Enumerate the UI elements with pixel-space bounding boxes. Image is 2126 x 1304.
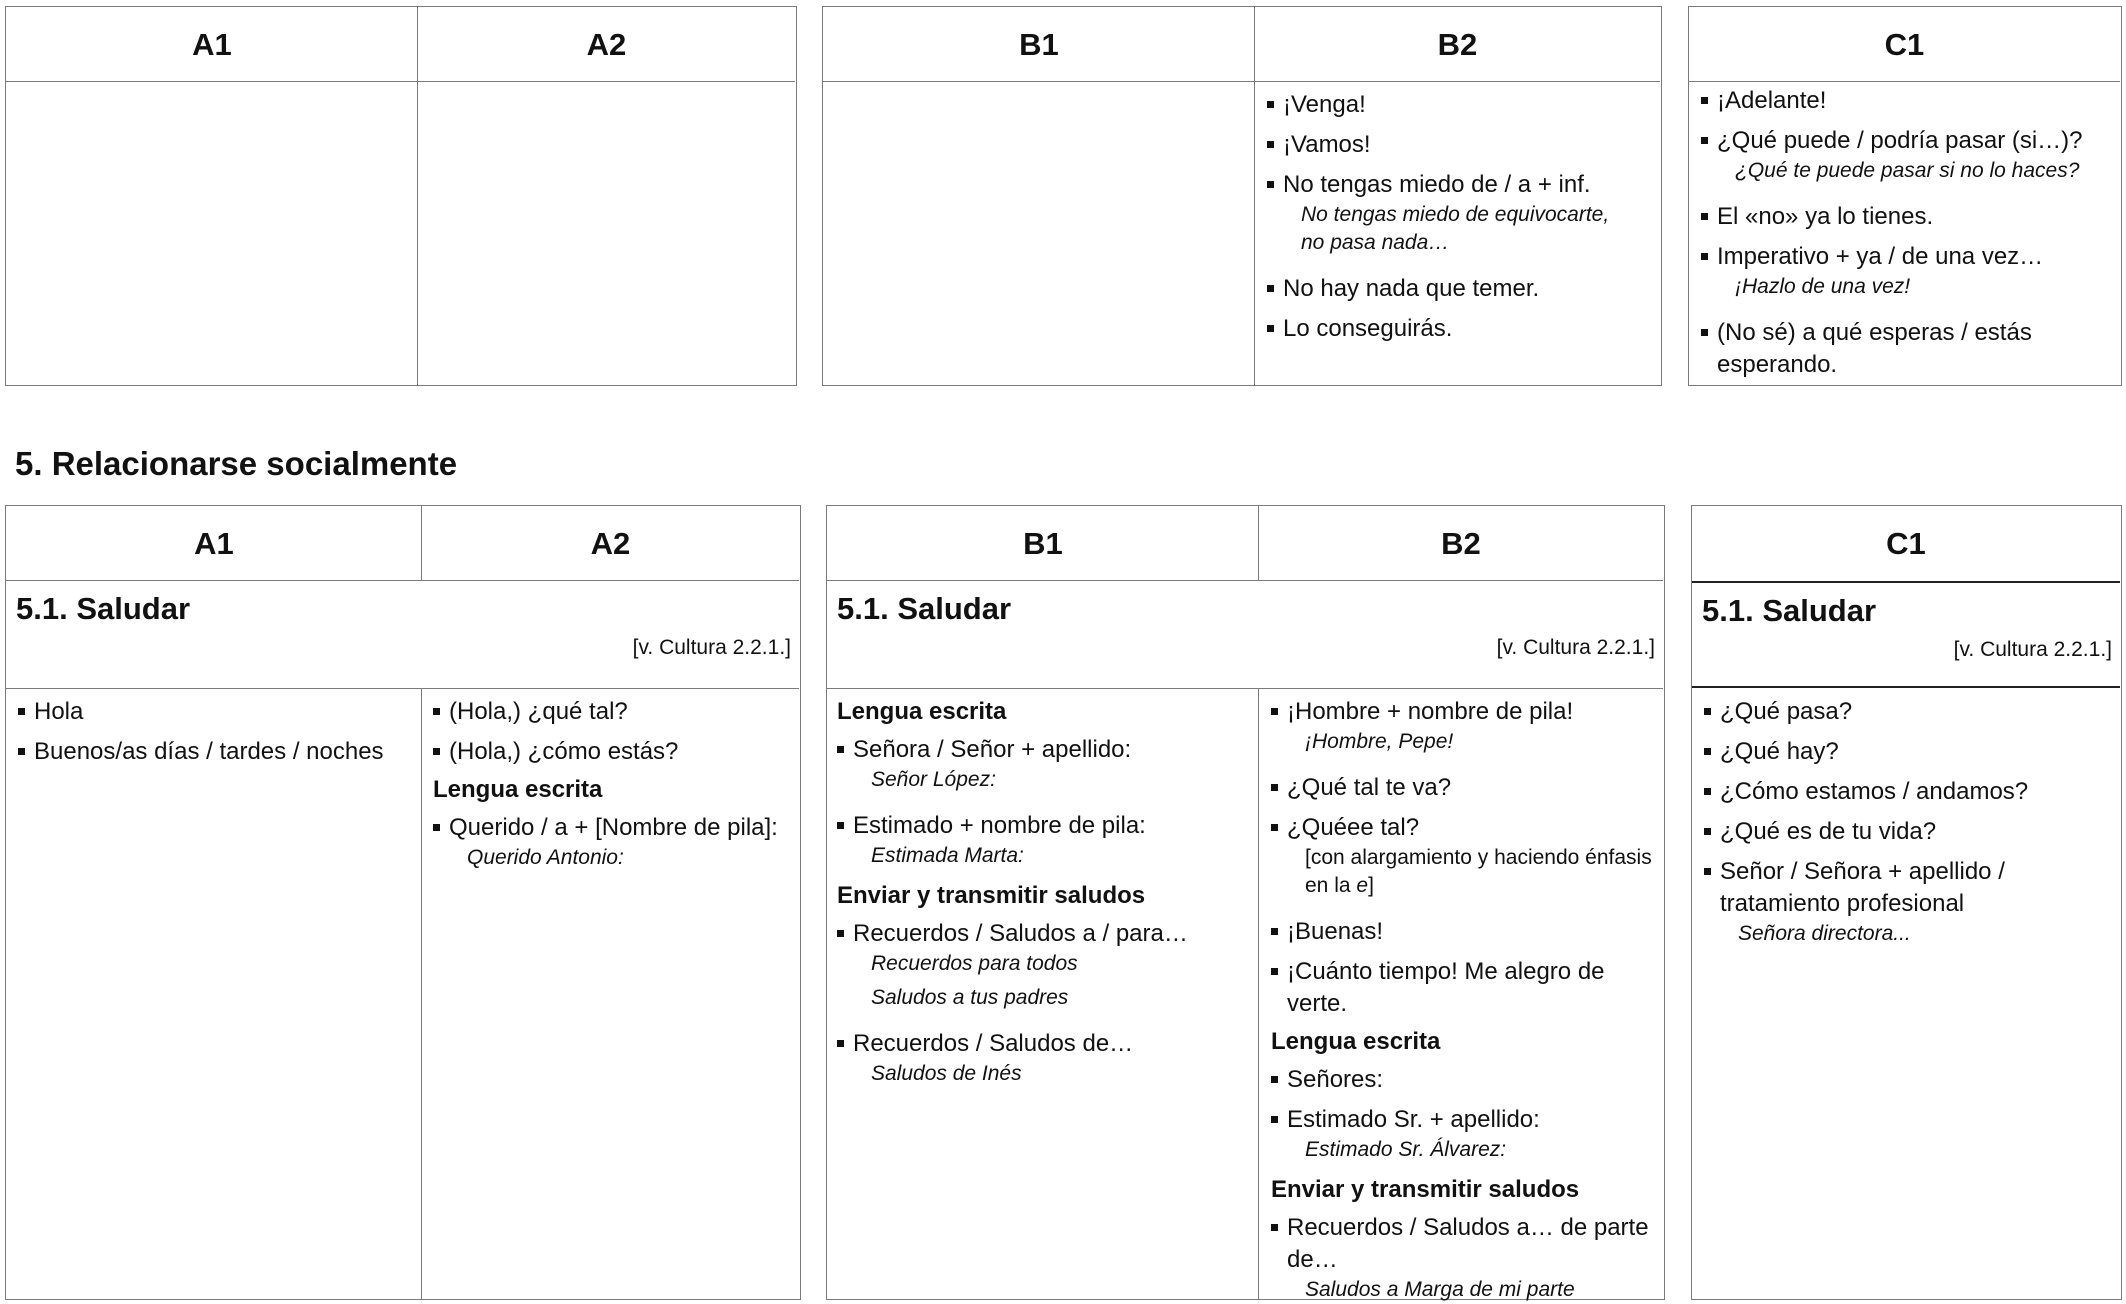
header-c1: C1 <box>1689 7 2120 82</box>
list-item: Querido / a + [Nombre de pila]: <box>433 812 793 844</box>
cross-reference: [v. Cultura 2.2.1.] <box>632 636 791 659</box>
header-b1: B1 <box>827 506 1259 581</box>
a2-content <box>433 696 793 872</box>
list-item: (Hola,) ¿cómo estás? <box>433 736 793 768</box>
list-item: ¿Qué es de tu vida? <box>1704 816 2109 848</box>
column-divider <box>1258 506 1259 581</box>
list-item: (No sé) a qué esperas / estás esperando. <box>1701 317 2111 381</box>
example-text: ¿Qué te puede pasar si no lo haces? <box>1735 159 2080 182</box>
list-item: ¿Quéee tal? <box>1271 812 1656 844</box>
list-item: El «no» ya lo tienes. <box>1701 201 2111 233</box>
example-text: No tengas miedo de equivocarte, no pasa nada… <box>1301 203 1610 254</box>
list-item: Recuerdos / Saludos de… <box>837 1028 1247 1060</box>
list-item: Hola <box>18 696 413 728</box>
example-text: ¡Hazlo de una vez! <box>1735 275 1911 298</box>
header-a1: A1 <box>6 7 418 82</box>
column-divider <box>1254 7 1255 385</box>
list-item: Recuerdos / Saludos a / para… <box>837 918 1247 950</box>
header-a2: A2 <box>422 506 799 581</box>
list-item: ¡Cuánto tiempo! Me alegro de verte. <box>1271 956 1656 1020</box>
bottom-panel-c <box>1691 505 2122 1300</box>
list-item: ¡Venga! <box>1267 89 1652 121</box>
example-text: Señor López: <box>871 768 996 791</box>
list-item: ¡Adelante! <box>1701 85 2111 117</box>
list-item: Señores: <box>1271 1064 1656 1096</box>
top-panel-a <box>5 6 797 386</box>
list-item: No hay nada que temer. <box>1267 273 1652 305</box>
subheading: Lengua escrita <box>837 698 1007 725</box>
column-divider <box>421 506 422 581</box>
header-b1: B1 <box>823 7 1255 82</box>
example-text: ¡Hombre, Pepe! <box>1305 730 1454 753</box>
list-item: ¡Vamos! <box>1267 129 1652 161</box>
top-panel-c <box>1688 6 2122 386</box>
b1-content <box>837 696 1247 1088</box>
list-item: Lo conseguirás. <box>1267 313 1652 345</box>
list-item: Buenos/as días / tardes / noches <box>18 736 413 768</box>
b2-content <box>1271 696 1656 1304</box>
column-divider <box>1258 688 1259 1299</box>
list-item: Señora / Señor + apellido: <box>837 734 1247 766</box>
note-text-end: ] <box>1368 874 1374 897</box>
list-item: ¡Buenas! <box>1271 916 1656 948</box>
example-text: Saludos de Inés <box>871 1062 1022 1085</box>
subsection-header <box>6 581 799 688</box>
list-item: No tengas miedo de / a + inf. <box>1267 169 1652 201</box>
list-item: Recuerdos / Saludos a… de parte de… <box>1271 1212 1656 1276</box>
row-divider <box>827 688 1663 689</box>
subheading: Enviar y transmitir saludos <box>1271 1176 1580 1203</box>
example-text: Recuerdos para todos <box>871 952 1078 975</box>
list-item: ¿Qué pasa? <box>1704 696 2109 728</box>
example-text: Saludos a Marga de mi parte <box>1305 1278 1575 1301</box>
example-text: Estimada Marta: <box>871 844 1024 867</box>
list-item: Estimado + nombre de pila: <box>837 810 1247 842</box>
header-a2: A2 <box>418 7 795 82</box>
header-a1: A1 <box>6 506 422 581</box>
list-item: ¿Qué tal te va? <box>1271 772 1656 804</box>
subheading: Lengua escrita <box>433 776 603 803</box>
example-note <box>1271 844 1656 900</box>
list-item: (Hola,) ¿qué tal? <box>433 696 793 728</box>
section-title: 5. Relacionarse socialmente <box>15 445 458 482</box>
row-divider <box>6 688 799 689</box>
subheading: Lengua escrita <box>1271 1028 1441 1055</box>
bottom-panel-b <box>826 505 1665 1300</box>
example-text: Señora directora... <box>1738 922 1911 945</box>
list-item: Señor / Señora + apellido / tratamiento profesional <box>1704 856 2109 920</box>
list-item: ¡Hombre + nombre de pila! <box>1271 696 1656 728</box>
subheading: Enviar y transmitir saludos <box>837 882 1146 909</box>
example-text: Estimado Sr. Álvarez: <box>1305 1138 1507 1161</box>
header-b2: B2 <box>1259 506 1663 581</box>
note-emphasis: e <box>1356 874 1369 897</box>
list-item: Imperativo + ya / de una vez… <box>1701 241 2111 273</box>
column-divider <box>417 7 418 385</box>
column-divider <box>421 688 422 1299</box>
a1-content <box>18 696 413 768</box>
bottom-panel-a <box>5 505 801 1300</box>
top-b2-content <box>1267 89 1652 345</box>
example-text: Saludos a tus padres <box>871 986 1069 1009</box>
subsection-header <box>827 581 1663 688</box>
cross-reference: [v. Cultura 2.2.1.] <box>1953 638 2112 661</box>
c1-content <box>1704 696 2109 948</box>
cross-reference: [v. Cultura 2.2.1.] <box>1496 636 1655 659</box>
subsection-title: 5.1. Saludar <box>16 591 191 626</box>
header-c1: C1 <box>1886 526 1926 561</box>
subsection-title: 5.1. Saludar <box>1702 593 1877 628</box>
list-item: ¿Qué puede / podría pasar (si…)? <box>1701 125 2111 157</box>
list-item: ¿Qué hay? <box>1704 736 2109 768</box>
subsection-title: 5.1. Saludar <box>837 591 1012 626</box>
example-text: Querido Antonio: <box>467 846 624 869</box>
top-panel-b <box>822 6 1662 386</box>
subsection-header <box>1692 581 2120 688</box>
list-item: Estimado Sr. + apellido: <box>1271 1104 1656 1136</box>
list-item: ¿Cómo estamos / andamos? <box>1704 776 2109 808</box>
top-c1-content <box>1701 85 2111 381</box>
note-text: [con alargamiento y haciendo énfasis en la <box>1305 846 1652 897</box>
header-b2: B2 <box>1255 7 1660 82</box>
